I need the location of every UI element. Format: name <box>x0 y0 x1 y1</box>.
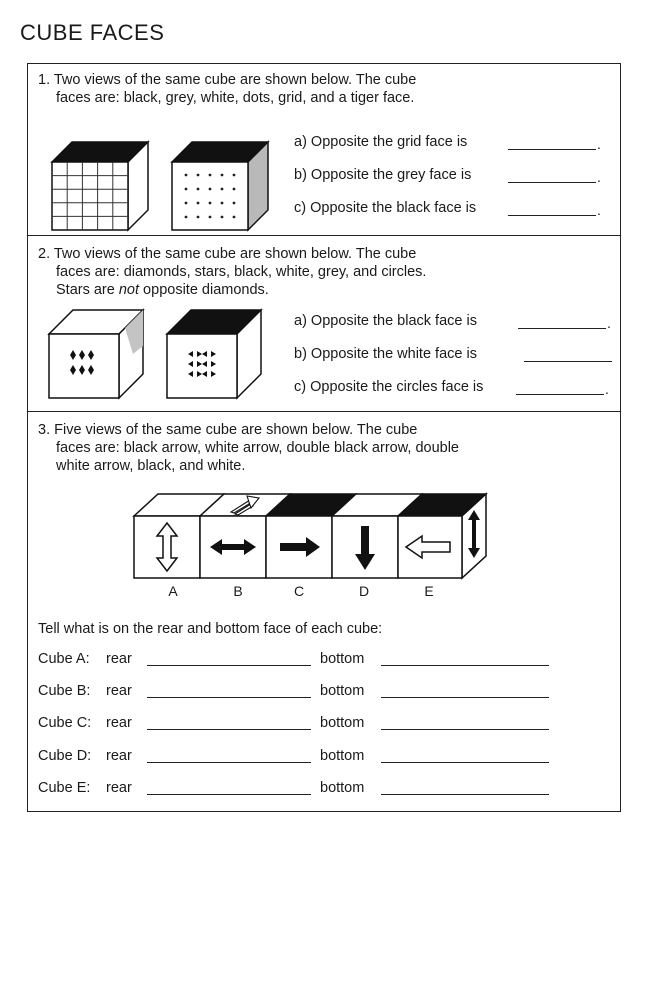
row-e-bottom-label: bottom <box>320 780 365 796</box>
q1-answer-c-period: . <box>597 202 601 218</box>
q2-intro-line1: 2. Two views of the same cube are shown below. The cube <box>38 246 417 262</box>
row-c-rear-blank[interactable] <box>147 729 311 730</box>
row-d-bottom-blank[interactable] <box>381 762 549 763</box>
row-b-rear-blank[interactable] <box>147 697 311 698</box>
q2-answer-a-period: . <box>607 315 611 331</box>
q2-answer-b-blank[interactable] <box>524 361 612 362</box>
row-a-bottom-blank[interactable] <box>381 665 549 666</box>
q2-question-b: b) Opposite the white face is <box>294 346 477 362</box>
q1-question-a: a) Opposite the grid face is <box>294 134 468 150</box>
q1-answer-b-blank[interactable] <box>508 182 596 183</box>
q2-answer-c-period: . <box>605 381 609 397</box>
q2-question-c: c) Opposite the circles face is <box>294 379 484 395</box>
q3-intro-line3: white arrow, black, and white. <box>56 458 246 474</box>
q1-question-b: b) Opposite the grey face is <box>294 167 472 183</box>
q1-intro-line2: faces are: black, grey, white, dots, grid, and a tiger face. <box>56 90 415 106</box>
q2-cube-1 <box>47 308 147 400</box>
row-d-cube-label: Cube D: <box>38 748 92 764</box>
row-c-cube-label: Cube C: <box>38 715 92 731</box>
q2-question-a: a) Opposite the black face is <box>294 313 477 329</box>
q1-question-c: c) Opposite the black face is <box>294 200 477 216</box>
row-a-cube-label: Cube A: <box>38 651 90 667</box>
section-divider-2 <box>27 411 621 412</box>
row-d-bottom-label: bottom <box>320 748 365 764</box>
diamonds-front-face <box>49 334 119 398</box>
section-divider-1 <box>27 235 621 236</box>
row-c-rear-label: rear <box>106 715 132 731</box>
cube-label-d: D <box>358 583 370 599</box>
row-b-bottom-label: bottom <box>320 683 365 699</box>
q3-intro-line1: 3. Five views of the same cube are shown below. The cube <box>38 422 418 438</box>
stars-front-face <box>167 334 237 398</box>
cube-label-e: E <box>424 583 434 599</box>
q2-answer-a-blank[interactable] <box>518 328 606 329</box>
q3-cube-strip <box>130 486 495 582</box>
row-d-rear-blank[interactable] <box>147 762 311 763</box>
row-a-rear-blank[interactable] <box>147 665 311 666</box>
row-c-bottom-label: bottom <box>320 715 365 731</box>
row-e-rear-label: rear <box>106 780 132 796</box>
q1-answer-c-blank[interactable] <box>508 215 596 216</box>
cube-label-b: B <box>233 583 243 599</box>
row-e-rear-blank[interactable] <box>147 794 311 795</box>
cube-label-a: A <box>168 583 178 599</box>
row-b-bottom-blank[interactable] <box>381 697 549 698</box>
q1-answer-a-blank[interactable] <box>508 149 596 150</box>
row-e-bottom-blank[interactable] <box>381 794 549 795</box>
q1-answer-a-period: . <box>597 136 601 152</box>
q2-intro-line3: Stars are not opposite diamonds. <box>56 282 269 298</box>
row-b-rear-label: rear <box>106 683 132 699</box>
cube-label-c: C <box>293 583 305 599</box>
q1-cube-1 <box>50 140 152 232</box>
q2-cube-2 <box>165 308 265 400</box>
row-c-bottom-blank[interactable] <box>381 729 549 730</box>
q1-intro-line1: 1. Two views of the same cube are shown below. The cube <box>38 72 417 88</box>
dots-front-face <box>172 162 248 230</box>
q2-answer-c-blank[interactable] <box>516 394 604 395</box>
page-title: CUBE FACES <box>20 20 165 45</box>
q3-intro-line2: faces are: black arrow, white arrow, double black arrow, double <box>56 440 459 456</box>
q1-cube-2 <box>170 140 272 232</box>
grid-front-face <box>52 162 128 230</box>
row-a-rear-label: rear <box>106 651 132 667</box>
row-b-cube-label: Cube B: <box>38 683 91 699</box>
row-e-cube-label: Cube E: <box>38 780 91 796</box>
q3-instruction: Tell what is on the rear and bottom face of each cube: <box>38 621 383 637</box>
row-a-bottom-label: bottom <box>320 651 365 667</box>
q1-answer-b-period: . <box>597 169 601 185</box>
row-d-rear-label: rear <box>106 748 132 764</box>
q2-intro-line2: faces are: diamonds, stars, black, white, grey, and circles. <box>56 264 427 280</box>
